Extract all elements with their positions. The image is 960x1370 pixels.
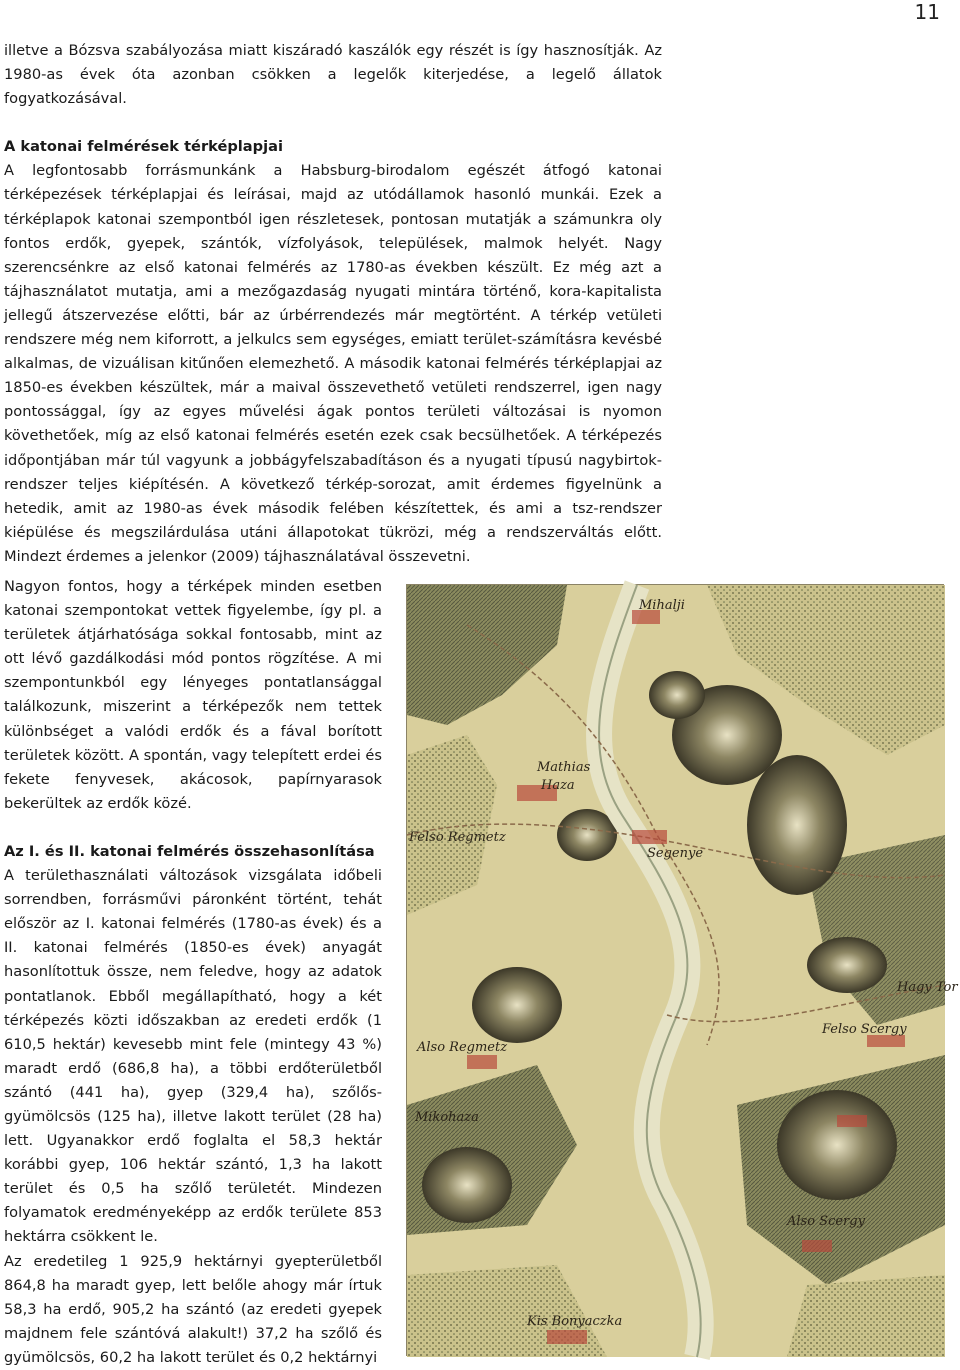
top-text-block [4,39,662,569]
page-number: 11 [914,0,940,24]
map-label-mathias: Mathias [537,760,591,775]
village-marker [467,1055,497,1069]
map-label-also-scergy: Also Scergy [787,1214,865,1229]
hill [777,1090,897,1200]
village-marker [547,1330,587,1344]
hill [807,937,887,993]
section-body-maps: A legfontosabb forrásmunkánk a Habsburg-birodalom egészét átfogó katonai térképezések térképlapjai és leírásai, majd az utódállamok hasonló munkái. Ezek a térképlapok katonai szempontból igen részletesek, pontosan mutatják a számunkra oly fontos erdők, gyepek, szántók, vízfolyások, települések, malmok helyét. Nagy szerencsénkre az első katonai felmérés az 1780-as években készült. Ez még azt a tájhasználatot mutatja, ami a mezőgazdaság nyugati mintára történő, kora-kapitalista jellegű átszervezése előtti, bár az úrbérrendezés már megtörtént. A térkép vetületi rendszere még nem kiforrott, a jelkulcs sem egységes, emiatt terület-számításra kevésbé alkalmas, de vizuálisan kitűnően elemezhető. A második katonai felmérés térképlapjai az 1850-es években készültek, már a maival összevethető vetületi rendszerrel, igen nagy pontossággal, így az egyes művelési ágak pontos területi változásai is nyomon követhetőek, míg az első katonai felmérés esetén ezek csak becsülhetőek. A térképezés időpontjában már túl vagyunk a jobbágyfelszabadításon és a nyugati típusú nagybirtok-rendszer teljes kiépítésén. A következő térkép-sorozat, amit érdemes figyelnünk a hetedik, amit az 1980-as évek második felében készítettek, és ami a tsz-rendszer kiépülése és megszilárdulása utáni állapotokat tükrözi, még a rendszerváltás előtt. Mindezt érdemes a jelenkor (2009) tájhasználatával összevetni. [4,162,662,565]
historic-military-map [406,584,958,1356]
village-marker [802,1240,832,1252]
hill [747,755,847,895]
section-heading-comparison: Az I. és II. katonai felmérés összehasonlítása [4,842,375,860]
hill [472,967,562,1043]
hill [649,671,705,719]
map-label-haza: Haza [541,778,575,793]
map-label-mihalyi: Mihalji [639,598,685,613]
paragraph-comparison: A területhasználati változások vizsgálata időbeli sorrendben, forrásművi páronként történt, tehát először az I. katonai felmérés (1780-as évek) és a II. katonai felmérés (1850-es évek) anyagát hasonlítottuk össze, nem feledve, hogy az adatok pontatlanok. Ebből megállapítható, hogy a két térképezés közti időszakban az eredeti erdők (1 610,5 hektár) kevesebb mint fele (mintegy 43 %) maradt erdő (686,8 ha), a többi erdőterületből szántó (441 ha), gyep (329,4 ha), szőlős-gyümölcsös (125 ha), illetve lakott terület (28 ha) lett. Ugyanakkor erdő foglalta el 58,3 hektár korábbi gyep, 106 hektár szántó, 1,3 ha lakott terület és 0,5 ha szőlő területét. Mindezen folyamatok eredményeképp az erdők területe 853 hektárra csökkent le. [4,867,382,1246]
village-marker [837,1115,867,1127]
map-label-also-regmetz: Also Regmetz [417,1040,508,1055]
paragraph-grassland: Az eredetileg 1 925,9 hektárnyi gyepterületből 864,8 ha maradt gyep, lett belőle ahogy már írtuk 58,3 ha erdő, 905,2 ha szántó (az eredeti gyepek majdnem fele szántóvá alakult!) 37,2 ha szőlő és gyümölcsös, 60,2 ha lakott terület és 0,2 hektárnyi [4,1252,382,1366]
village-marker [632,830,667,844]
forest-area [787,1275,945,1357]
map-label-kis-bonyaczka: Kis Bonyaczka [527,1314,623,1329]
map-label-felso-scergy: Felso Scergy [822,1022,907,1037]
paragraph-military-aspects: Nagyon fontos, hogy a térképek minden esetben katonai szempontokat vettek figyelembe, így pl. a területek átjárhatósága sokkal fontosabb, mint az ott lévő gazdálkodási mód pontos rögzítése. A mi szempontunkból egy lényeges pontatlansággal találkozunk, miszerint a térképezők nem tettek különbséget a valódi erdők és a fával borított területek között. A spontán, vagy telepített erdei és fekete fenyvesek, akácosok, papírnyarasok bekerültek az erdők közé. [4,578,382,812]
map-label-mikohaza: Mikohaza [415,1110,479,1125]
hill [422,1147,512,1223]
map-graphic [407,585,958,1357]
map-label-felso-regmetz: Felso Regmetz [409,830,506,845]
map-label-segenye: Segenye [647,846,704,861]
section-heading-maps: A katonai felmérések térképlapjai [4,138,283,156]
left-column [4,575,382,1370]
map-label-hagy-tor: Hagy Tor [897,980,958,995]
intro-paragraph: illetve a Bózsva szabályozása miatt kiszáradó kaszálók egy részét is így hasznosítják. Az 1980-as évek óta azonban csökken a legelők kiterjedése, a legelő állatok fogyatkozásával. [4,42,662,108]
